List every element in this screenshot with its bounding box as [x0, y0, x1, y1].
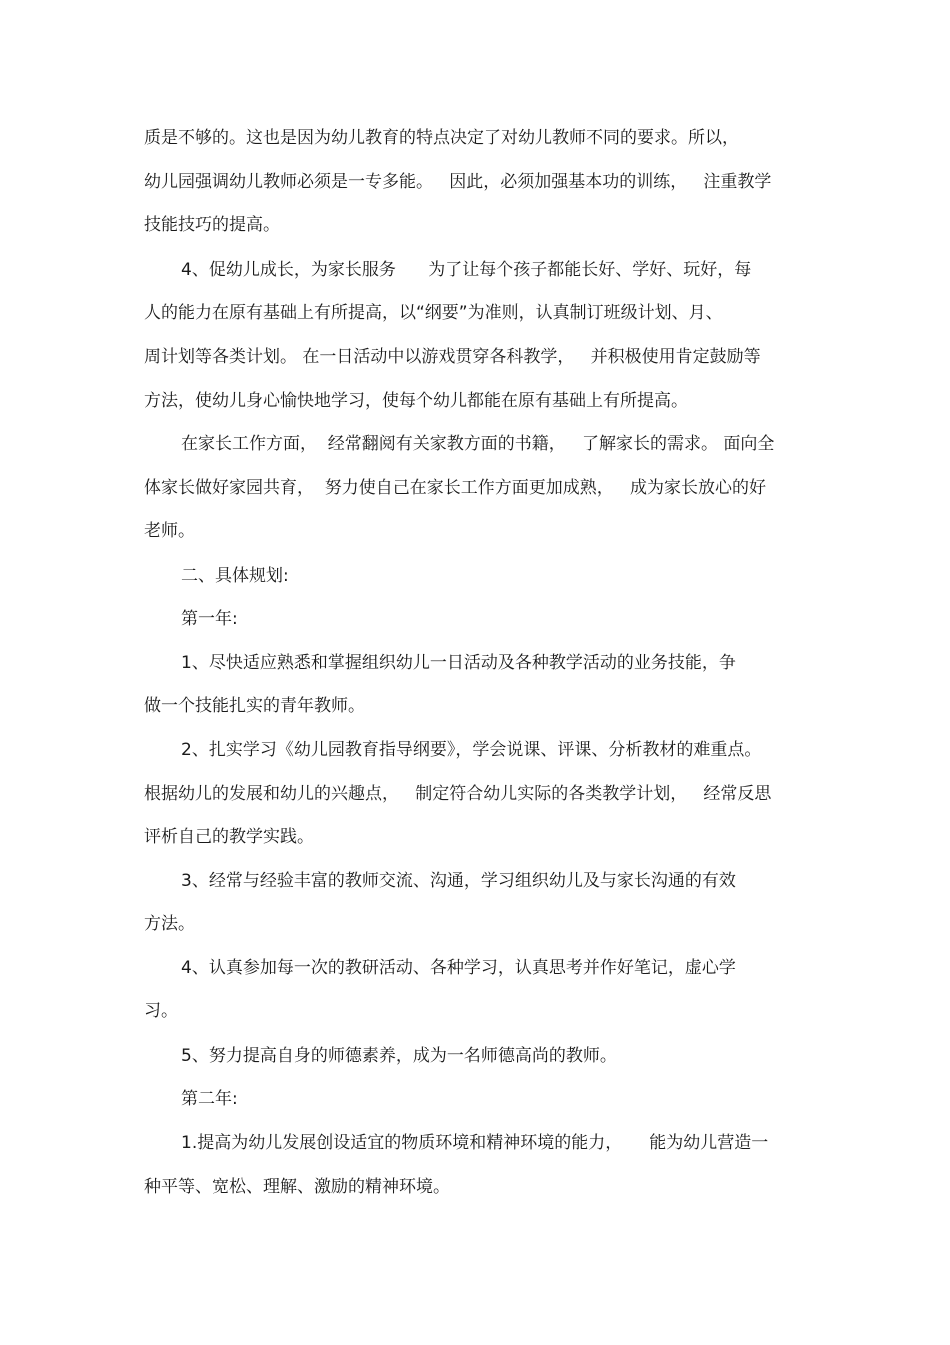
subsection-heading: 第一年:: [181, 609, 238, 629]
text-line: 质是不够的。这也是因为幼儿教育的特点决定了对幼儿教师不同的要求。所以，: [144, 128, 739, 148]
text-line: 在家长工作方面， 经常翻阅有关家教方面的书籍， 了解家长的需求。 面向全: [181, 434, 775, 454]
text-line: 评析自己的教学实践。: [144, 827, 314, 847]
text-line: 周计划等各类计划。 在一日活动中以游戏贯穿各科教学， 并积极使用肯定鼓励等: [144, 347, 761, 367]
text-line: 体家长做好家园共育， 努力使自己在家长工作方面更加成熟， 成为家长放心的好: [144, 478, 767, 498]
text-line: 做一个技能扎实的青年教师。: [144, 696, 365, 716]
text-line: 2、扎实学习《幼儿园教育指导纲要》，学会说课、评课、分析教材的难重点。: [181, 740, 762, 760]
text-line: 技能技巧的提高。: [144, 215, 280, 235]
text-line: 4、促幼儿成长，为家长服务 为了让每个孩子都能长好、学好、玩好，每: [181, 260, 752, 280]
text-line: 4、认真参加每一次的教研活动、各种学习，认真思考并作好笔记，虚心学: [181, 958, 736, 978]
text-line: 种平等、宽松、理解、激励的精神环境。: [144, 1177, 450, 1197]
text-line: 根据幼儿的发展和幼儿的兴趣点， 制定符合幼儿实际的各类教学计划， 经常反思: [144, 784, 772, 804]
text-line: 1、尽快适应熟悉和掌握组织幼儿一日活动及各种教学活动的业务技能，争: [181, 653, 736, 673]
text-line: 1.提高为幼儿发展创设适宜的物质环境和精神环境的能力， 能为幼儿营造一: [181, 1133, 769, 1153]
text-line: 习。: [144, 1001, 178, 1021]
text-line: 方法。: [144, 914, 195, 934]
text-line: 3、经常与经验丰富的教师交流、沟通，学习组织幼儿及与家长沟通的有效: [181, 871, 736, 891]
text-line: 5、努力提高自身的师德素养，成为一名师德高尚的教师。: [181, 1046, 617, 1066]
subsection-heading: 第二年:: [181, 1089, 238, 1109]
text-line: 老师。: [144, 521, 195, 541]
text-line: 幼儿园强调幼儿教师必须是一专多能。 因此，必须加强基本功的训练， 注重教学: [144, 172, 772, 192]
section-heading: 二、具体规划:: [181, 566, 289, 586]
text-line: 方法，使幼儿身心愉快地学习，使每个幼儿都能在原有基础上有所提高。: [144, 391, 688, 411]
text-line: 人的能力在原有基础上有所提高，以“纲要”为准则，认真制订班级计划、月、: [144, 303, 723, 323]
